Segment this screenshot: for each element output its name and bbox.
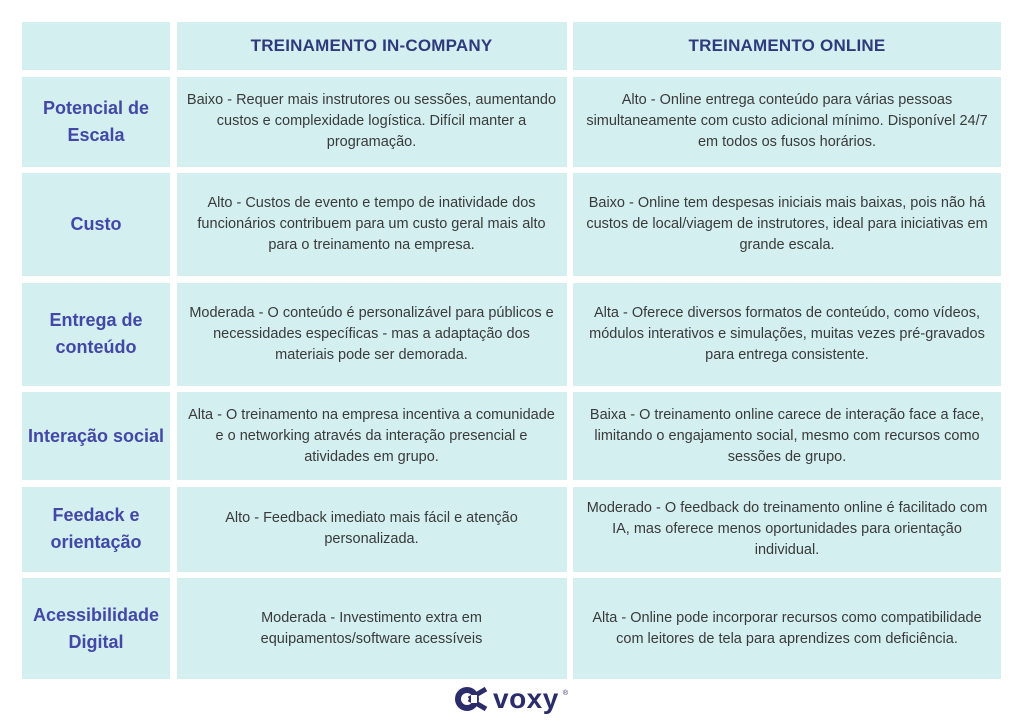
cell-online: Moderado - O feedback do treinamento online é facilitado com IA, mas oferece menos oportunidades para orientação individual. bbox=[573, 487, 1001, 572]
cell-online: Alta - Online pode incorporar recursos como compatibilidade com leitores de tela para aprendizes com deficiência. bbox=[573, 578, 1001, 679]
cell-online: Alto - Online entrega conteúdo para várias pessoas simultaneamente com custo adicional mínimo. Disponível 24/7 em todos os fusos horários. bbox=[573, 77, 1001, 167]
cell-in-company: Alto - Custos de evento e tempo de inatividade dos funcionários contribuem para um custo geral mais alto para o treinamento na empresa. bbox=[177, 173, 567, 276]
logo-wordmark: voxy bbox=[493, 683, 559, 714]
row-label: Custo bbox=[22, 173, 170, 276]
header-in-company: TREINAMENTO IN-COMPANY bbox=[177, 22, 567, 70]
cell-in-company: Moderada - Investimento extra em equipamentos/software acessíveis bbox=[177, 578, 567, 679]
cell-online: Baixo - Online tem despesas iniciais mais baixas, pois não há custos de local/viagem de instrutores, ideal para iniciativas em grande escala. bbox=[573, 173, 1001, 276]
row-label: Potencial de Escala bbox=[22, 77, 170, 167]
header-online: TREINAMENTO ONLINE bbox=[573, 22, 1001, 70]
row-label: Interação social bbox=[22, 392, 170, 480]
cell-online: Alta - Oferece diversos formatos de conteúdo, como vídeos, módulos interativos e simulações, muitas vezes pré-gravados para entrega consistente. bbox=[573, 283, 1001, 386]
registered-mark: ® bbox=[562, 690, 568, 697]
row-label: Acessibilidade Digital bbox=[22, 578, 170, 679]
row-label: Entrega de conteúdo bbox=[22, 283, 170, 386]
cell-in-company: Alta - O treinamento na empresa incentiva a comunidade e o networking através da interação presencial e atividades em grupo. bbox=[177, 392, 567, 480]
header-empty bbox=[22, 22, 170, 70]
voxy-logo bbox=[455, 684, 568, 714]
row-label: Feedack e orientação bbox=[22, 487, 170, 572]
cell-in-company: Moderada - O conteúdo é personalizável para públicos e necessidades específicas - mas a adaptação dos materiais pode ser demorada. bbox=[177, 283, 567, 386]
cell-in-company: Alto - Feedback imediato mais fácil e atenção personalizada. bbox=[177, 487, 567, 572]
voxy-mark-icon bbox=[455, 686, 489, 712]
cell-online: Baixa - O treinamento online carece de interação face a face, limitando o engajamento social, mesmo com recursos como sessões de grupo. bbox=[573, 392, 1001, 480]
cell-in-company: Baixo - Requer mais instrutores ou sessões, aumentando custos e complexidade logística. Difícil manter a programação. bbox=[177, 77, 567, 167]
comparison-table bbox=[22, 22, 1001, 679]
